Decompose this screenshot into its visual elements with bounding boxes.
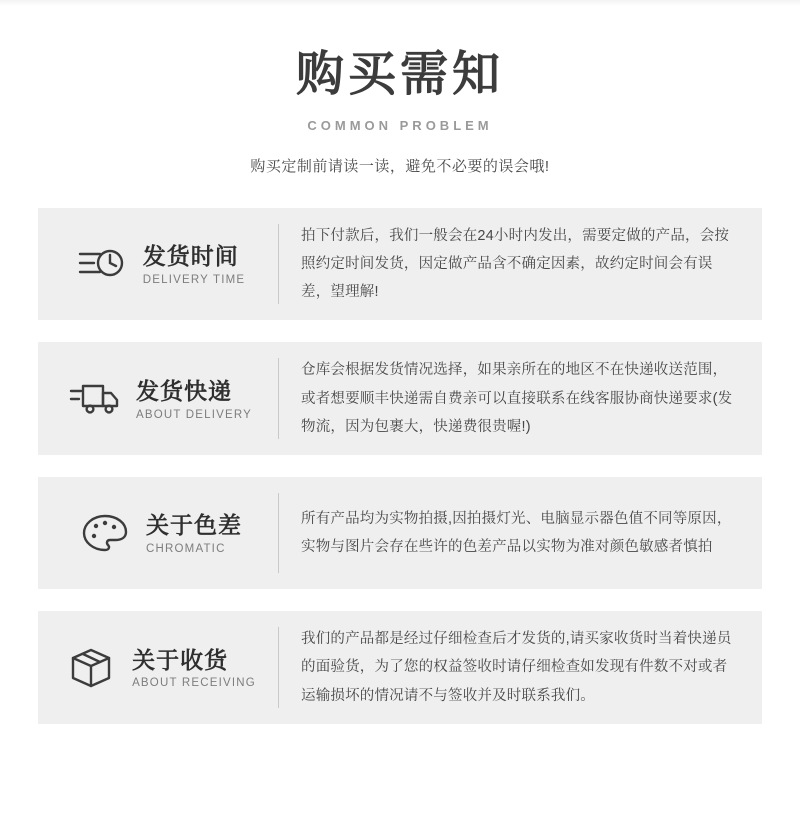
- page-title: 购买需知: [295, 48, 504, 101]
- notice-card-list: [0, 208, 800, 724]
- notice-card: [38, 477, 762, 589]
- notice-card-title-cn: 发货快递: [135, 377, 232, 404]
- notice-card-labels: [136, 377, 252, 421]
- notice-card-labels: [132, 646, 256, 690]
- palette-icon: [74, 512, 136, 554]
- notice-card: [38, 342, 762, 455]
- notice-card-title-en: ABOUT DELIVERY: [135, 408, 253, 421]
- notice-card-labels: [143, 242, 246, 286]
- clock-icon: [71, 244, 133, 284]
- top-edge-divider: [0, 0, 800, 6]
- notice-card-title-en: ABOUT RECEIVING: [132, 677, 256, 690]
- page-description: 购买定制前请读一读，避免不必要的误会哦!: [250, 157, 550, 175]
- notice-card-title-cn: 关于色差: [146, 512, 242, 539]
- notice-card-text: 所有产品均为实物拍摄,因拍摄灯光、电脑显示器色值不同等原因，实物与图片会存在些许的色差产品以实物为准对颜色敏感者慎拍: [301, 510, 732, 556]
- notice-card-text: 拍下付款后，我们一般会在24小时内发出，需要定做的产品，会按照约定时间发货，因定做产品含不确定因素，故约定时间会有误差，望理解!: [301, 227, 730, 301]
- notice-card: [38, 208, 762, 321]
- truck-icon: [64, 379, 126, 419]
- notice-card: [38, 611, 762, 724]
- notice-card-labels: [146, 511, 242, 555]
- box-icon: [60, 646, 122, 690]
- page-header: [0, 0, 800, 176]
- notice-card-heading: [38, 501, 278, 565]
- notice-card-heading: [38, 367, 278, 431]
- notice-card-title-en: CHROMATIC: [146, 543, 226, 556]
- notice-card-text: 仓库会根据发货情况选择，如果亲所在的地区不在快递收送范围，或者想要顺丰快递需自费亲可以直接联系在线客服协商快递要求(发物流，因为包裹大，快递费很贵喔!): [301, 362, 733, 435]
- notice-card-text: 我们的产品都是经过仔细检查后才发货的,请买家收货时当着快递员的面验货，为了您的权益签收时请仔细检查如发现有件数不对或者运输损坏的情况请不与签收并及时联系我们。: [301, 631, 732, 704]
- notice-card-title-en: DELIVERY TIME: [142, 273, 246, 286]
- notice-card-title-cn: 关于收货: [132, 646, 229, 673]
- page-subtitle: COMMON PROBLEM: [307, 117, 493, 133]
- notice-card-title-cn: 发货时间: [142, 243, 239, 270]
- notice-card-heading: [38, 636, 278, 700]
- notice-card-heading: [38, 232, 278, 296]
